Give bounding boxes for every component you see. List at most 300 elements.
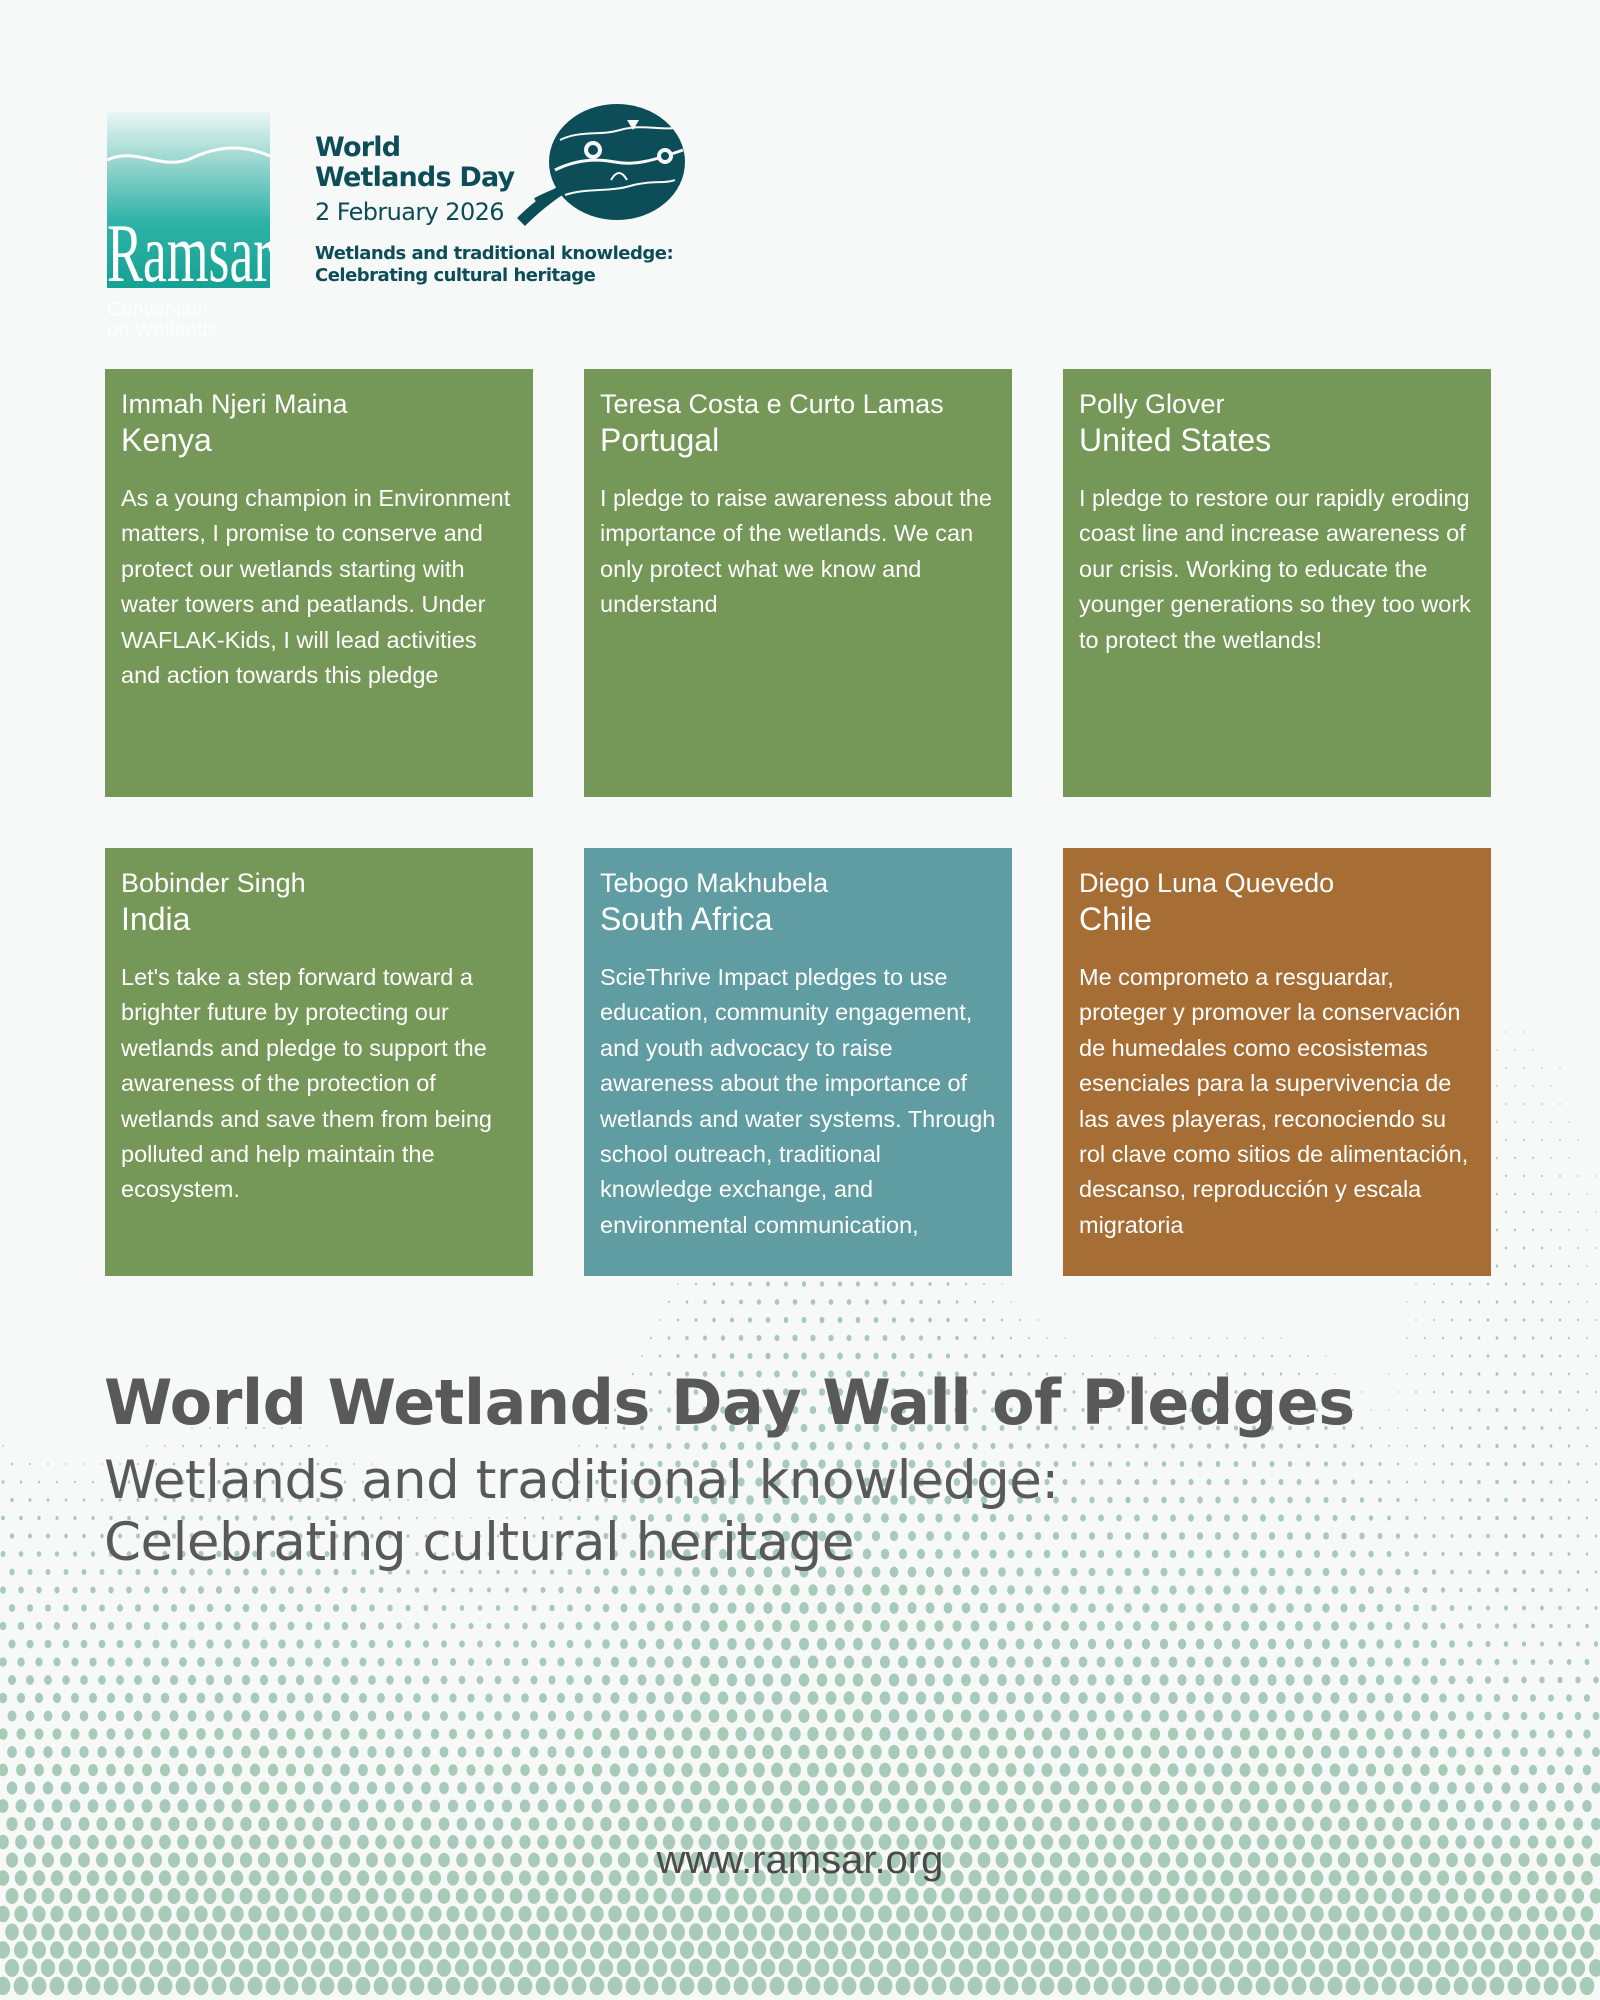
background-dot: [1221, 1799, 1233, 1814]
background-dot: [1487, 1354, 1490, 1357]
background-dot: [1332, 1515, 1337, 1522]
background-dot: [6, 1817, 17, 1831]
background-dot: [1495, 1552, 1499, 1557]
background-dot: [140, 1977, 155, 1995]
background-dot: [1059, 1799, 1071, 1813]
background-dot: [0, 1622, 6, 1630]
background-dot: [953, 1585, 961, 1595]
background-dot: [826, 1584, 835, 1596]
background-dot: [1397, 1463, 1399, 1466]
background-dot: [161, 1657, 169, 1667]
background-dot: [1451, 1426, 1454, 1429]
background-dot: [422, 1676, 429, 1685]
background-dot: [1449, 1676, 1456, 1685]
background-dot: [340, 1728, 349, 1739]
background-dot: [1441, 1587, 1445, 1592]
background-dot: [766, 1282, 770, 1287]
background-dot: [1310, 1941, 1324, 1959]
background-dot: [279, 1604, 286, 1612]
background-dot: [1006, 1656, 1015, 1667]
background-dot: [60, 1817, 71, 1831]
background-dot: [224, 1639, 231, 1648]
background-dot: [259, 1781, 270, 1794]
background-dot: [305, 1657, 313, 1667]
background-dot: [1465, 1817, 1476, 1830]
pledge-text: ScieThrive Impact pledges to use education, community engagement, and youth advocacy to raise awareness about the importance of wetlands and water systems. Through school outreach, traditional knowledge exchange, and environmental communication,: [600, 964, 996, 1238]
background-dot: [889, 1602, 898, 1614]
background-dot: [1414, 1569, 1419, 1575]
background-dot: [350, 1711, 359, 1722]
background-dot: [1231, 1674, 1240, 1686]
background-dot: [1550, 1337, 1552, 1340]
background-dot: [1337, 1959, 1351, 1977]
background-dot: [1168, 1763, 1179, 1777]
background-dot: [870, 1780, 882, 1795]
background-dot: [1451, 1283, 1453, 1285]
background-dot: [484, 1764, 493, 1776]
background-dot: [180, 1586, 186, 1593]
background-dot: [806, 1977, 821, 1996]
background-dot: [495, 1676, 502, 1685]
background-dot: [1429, 1746, 1438, 1758]
background-dot: [249, 1799, 260, 1813]
background-dot: [269, 1622, 276, 1631]
background-dot: [1226, 1337, 1228, 1339]
background-dot: [1505, 1247, 1507, 1250]
background-dot: [1005, 1799, 1017, 1814]
background-dot: [1222, 1728, 1232, 1741]
background-dot: [629, 1621, 637, 1631]
pledge-name: Teresa Costa e Curto Lamas: [600, 389, 944, 419]
background-dot: [1187, 1656, 1196, 1667]
background-dot: [1528, 1800, 1537, 1812]
background-dot: [1531, 1516, 1534, 1520]
background-dot: [1512, 1694, 1518, 1702]
background-dot: [1477, 1444, 1480, 1448]
background-dot: [1454, 1941, 1468, 1958]
background-dot: [1097, 1657, 1106, 1668]
background-dot: [1514, 1085, 1516, 1087]
background-dot: [1104, 1781, 1115, 1795]
background-dot: [1493, 1765, 1502, 1776]
background-dot: [522, 1658, 529, 1666]
background-dot: [1133, 1657, 1142, 1668]
background-dot: [1069, 1745, 1080, 1758]
background-dot: [1559, 1103, 1560, 1105]
background-dot: [743, 1923, 757, 1941]
background-dot: [149, 1924, 163, 1941]
background-dot: [1277, 1585, 1284, 1594]
background-dot: [762, 1745, 774, 1759]
background-dot: [952, 1727, 963, 1740]
background-dot: [1553, 1959, 1567, 1977]
background-dot: [1523, 1354, 1526, 1358]
background-dot: [1151, 1585, 1158, 1594]
background-dot: [1196, 1639, 1205, 1650]
background-dot: [1440, 1623, 1445, 1630]
background-dot: [518, 1977, 533, 1995]
background-dot: [946, 1318, 949, 1322]
background-dot: [1130, 1977, 1145, 1995]
background-dot: [331, 1781, 341, 1794]
background-dot: [124, 1728, 133, 1739]
background-dot: [32, 1906, 45, 1922]
background-dot: [1393, 1746, 1403, 1758]
background-dot: [8, 1640, 15, 1649]
background-dot: [1545, 1906, 1558, 1922]
background-dot: [10, 1533, 14, 1538]
background-dot: [852, 1745, 864, 1759]
background-dot: [997, 1710, 1007, 1723]
background-dot: [1496, 1300, 1499, 1303]
background-dot: [1585, 1624, 1589, 1629]
background-dot: [106, 1799, 117, 1812]
background-dot: [117, 1604, 123, 1611]
world-wetlands-day-logo: [315, 100, 695, 300]
background-dot: [251, 1657, 259, 1667]
background-dot: [383, 1959, 397, 1977]
background-dot: [666, 1443, 671, 1449]
background-dot: [575, 1657, 583, 1667]
background-dot: [925, 1602, 934, 1613]
background-dot: [1024, 1728, 1034, 1741]
background-dot: [1577, 1247, 1579, 1249]
background-dot: [1220, 1906, 1234, 1923]
background-dot: [1505, 1318, 1508, 1321]
background-dot: [424, 1605, 429, 1611]
background-dot: [843, 1727, 854, 1741]
background-dot: [70, 1799, 81, 1812]
background-dot: [1571, 1924, 1584, 1940]
background-dot: [745, 1602, 754, 1614]
background-dot: [924, 1816, 936, 1832]
background-dot: [306, 1586, 312, 1593]
background-dot: [1513, 1659, 1518, 1665]
background-dot: [1347, 1799, 1358, 1813]
background-dot: [691, 1674, 701, 1686]
background-dot: [1513, 1480, 1516, 1484]
background-dot: [1329, 1799, 1340, 1813]
background-dot: [1158, 1781, 1169, 1795]
background-dot: [1078, 1692, 1087, 1704]
background-dot: [536, 1941, 550, 1958]
pledge-name: Tebogo Makhubela: [600, 868, 829, 898]
background-dot: [1522, 1641, 1526, 1646]
background-dot: [1114, 1728, 1124, 1741]
background-dot: [1143, 1568, 1150, 1577]
background-dot: [961, 1709, 971, 1722]
background-dot: [870, 1745, 882, 1759]
background-dot: [1392, 1817, 1403, 1831]
background-dot: [1355, 1959, 1369, 1977]
background-dot: [23, 1959, 37, 1977]
background-dot: [430, 1800, 440, 1813]
background-dot: [1522, 1426, 1525, 1430]
background-dot: [446, 1941, 460, 1958]
background-dot: [663, 1763, 674, 1777]
pledge-country: India: [121, 901, 191, 937]
background-dot: [251, 1693, 260, 1704]
background-dot: [1303, 1745, 1313, 1758]
background-dot: [1143, 1497, 1148, 1504]
background-dot: [1123, 1745, 1133, 1758]
background-dot: [891, 1353, 896, 1359]
background-dot: [594, 1586, 600, 1594]
background-dot: [133, 1746, 143, 1758]
background-dot: [1356, 1817, 1368, 1831]
background-dot: [162, 1622, 169, 1630]
background-dot: [1352, 1444, 1355, 1448]
background-dot: [1085, 1959, 1099, 1977]
background-dot: [194, 1941, 208, 1959]
background-dot: [753, 1727, 764, 1741]
background-dot: [1284, 1781, 1295, 1795]
background-dot: [995, 1959, 1009, 1977]
background-dot: [44, 1711, 53, 1722]
background-dot: [1320, 1817, 1332, 1832]
background-dot: [1285, 1745, 1296, 1758]
background-dot: [1531, 1588, 1535, 1593]
background-dot: [239, 1959, 253, 1977]
background-dot: [700, 1620, 709, 1631]
background-dot: [324, 1622, 331, 1630]
background-dot: [1563, 1906, 1576, 1922]
background-dot: [701, 1585, 710, 1596]
background-dot: [1486, 1498, 1489, 1502]
background-dot: [1292, 1906, 1305, 1923]
background-dot: [50, 1977, 65, 1995]
pledge-text: As a young champion in Environment matters, I promise to conserve and protect our wetlands starting with water towers and peatlands. Under WAFLAK-Kids, I will lead activities and action towards this pledge: [121, 485, 511, 689]
background-dot: [403, 1782, 413, 1795]
background-dot: [915, 1763, 927, 1777]
background-dot: [1223, 1621, 1231, 1631]
background-dot: [1394, 1710, 1403, 1721]
background-dot: [747, 1353, 752, 1359]
background-dot: [1395, 1604, 1401, 1612]
background-dot: [1585, 1659, 1590, 1665]
background-dot: [1496, 1085, 1498, 1087]
background-dot: [1313, 1621, 1321, 1631]
background-dot: [1564, 1800, 1573, 1812]
background-dot: [79, 1782, 89, 1795]
background-dot: [466, 1800, 476, 1813]
background-dot: [620, 1639, 628, 1649]
background-dot: [1189, 1443, 1193, 1448]
background-dot: [206, 1639, 213, 1648]
background-dot: [1061, 1621, 1069, 1631]
background-dot: [1088, 1603, 1096, 1613]
background-dot: [1313, 1586, 1320, 1595]
background-dot: [1586, 1517, 1588, 1520]
background-dot: [1510, 1800, 1520, 1812]
background-dot: [1135, 1479, 1140, 1485]
background-dot: [1451, 1534, 1454, 1538]
background-dot: [998, 1638, 1007, 1649]
background-dot: [1266, 1817, 1278, 1832]
background-dot: [1595, 1535, 1597, 1538]
background-dot: [1494, 1659, 1499, 1666]
background-dot: [176, 1977, 191, 1995]
background-dot: [1208, 1337, 1210, 1339]
background-dot: [1278, 1550, 1285, 1558]
background-dot: [484, 1800, 494, 1813]
background-dot: [428, 1941, 442, 1958]
background-dot: [1433, 1427, 1435, 1430]
background-dot: [236, 1445, 238, 1448]
background-dot: [52, 1764, 62, 1776]
background-dot: [322, 1799, 333, 1813]
background-dot: [530, 1676, 537, 1685]
background-dot: [1224, 1550, 1231, 1558]
background-dot: [1595, 1391, 1597, 1393]
background-dot: [566, 1675, 574, 1685]
background-dot: [1106, 1639, 1114, 1649]
background-dot: [933, 1763, 944, 1777]
background-dot: [496, 1605, 501, 1611]
background-dot: [415, 1587, 419, 1593]
background-dot: [438, 1888, 451, 1904]
background-dot: [1260, 1550, 1267, 1558]
background-dot: [222, 1817, 233, 1831]
background-dot: [1522, 1605, 1526, 1610]
background-dot: [1424, 1301, 1426, 1303]
background-dot: [1559, 1390, 1562, 1393]
background-dot: [1445, 1924, 1458, 1941]
background-dot: [386, 1711, 394, 1721]
background-dot: [1581, 1906, 1594, 1922]
background-dot: [302, 1906, 315, 1923]
background-dot: [1127, 1355, 1129, 1357]
website-link[interactable]: www.ramsar.org: [656, 1838, 944, 1882]
background-dot: [653, 1959, 667, 1977]
background-dot: [277, 1781, 288, 1794]
background-dot: [1586, 1301, 1588, 1303]
background-dot: [1268, 1639, 1277, 1650]
background-dot: [1397, 1427, 1398, 1429]
background-dot: [1186, 1692, 1196, 1704]
background-dot: [676, 1354, 679, 1358]
background-dot: [54, 1622, 60, 1630]
background-dot: [1161, 1497, 1166, 1504]
background-dot: [1170, 1550, 1177, 1558]
background-dot: [781, 1638, 791, 1651]
background-dot: [431, 1729, 439, 1739]
background-dot: [788, 1977, 803, 1996]
background-dot: [695, 1318, 698, 1322]
background-dot: [1338, 1817, 1350, 1832]
background-dot: [1447, 1782, 1457, 1794]
background-dot: [928, 1318, 932, 1323]
background-dot: [374, 1977, 389, 1995]
background-dot: [222, 1888, 235, 1904]
background-dot: [1214, 1568, 1221, 1577]
background-dot: [1526, 1977, 1541, 1995]
background-dot: [1459, 1480, 1462, 1484]
background-dot: [1235, 1355, 1237, 1358]
background-dot: [1433, 1499, 1435, 1502]
background-dot: [810, 1335, 815, 1342]
background-dot: [837, 1353, 843, 1360]
background-dot: [1238, 1941, 1252, 1959]
background-dot: [583, 1781, 594, 1794]
background-dot: [941, 1888, 954, 1905]
background-dot: [744, 1816, 757, 1832]
background-dot: [1513, 1444, 1516, 1448]
background-dot: [1022, 1941, 1036, 1959]
background-dot: [977, 1959, 991, 1977]
background-dot: [440, 1711, 448, 1721]
background-dot: [1400, 1977, 1415, 1995]
background-dot: [1550, 1372, 1553, 1375]
background-dot: [1304, 1603, 1312, 1613]
background-dot: [1477, 1480, 1480, 1484]
background-dot: [901, 1335, 906, 1341]
background-dot: [608, 1941, 622, 1959]
background-dot: [734, 1905, 748, 1922]
background-dot: [1505, 1067, 1506, 1069]
background-dot: [1355, 1923, 1369, 1940]
background-dot: [1099, 1479, 1104, 1485]
background-dot: [511, 1782, 521, 1794]
background-dot: [1541, 1318, 1544, 1321]
background-dot: [1070, 1603, 1078, 1613]
background-dot: [1559, 1139, 1561, 1141]
background-dot: [1486, 1534, 1490, 1539]
background-dot: [775, 1299, 780, 1305]
background-dot: [1159, 1710, 1169, 1722]
background-dot: [880, 1584, 889, 1595]
background-dot: [855, 1353, 860, 1360]
background-dot: [1373, 1923, 1387, 1940]
background-dot: [14, 1977, 29, 1995]
background-dot: [1514, 1049, 1515, 1051]
background-dot: [522, 1622, 528, 1629]
background-dot: [458, 1747, 467, 1758]
background-dot: [485, 1693, 492, 1702]
background-dot: [1320, 1781, 1331, 1795]
background-dot: [505, 1587, 509, 1592]
background-dot: [1158, 1817, 1170, 1832]
background-dot: [718, 1656, 728, 1668]
background-dot: [683, 1620, 692, 1631]
background-dot: [1547, 1730, 1554, 1739]
background-dot: [34, 1728, 43, 1739]
background-dot: [1024, 1763, 1035, 1777]
background-dot: [861, 1798, 873, 1813]
background-dot: [387, 1640, 393, 1648]
background-dot: [970, 1727, 981, 1740]
background-dot: [707, 1888, 720, 1905]
background-dot: [612, 1586, 619, 1594]
background-dot: [1163, 1355, 1165, 1357]
background-dot: [582, 1817, 593, 1831]
background-dot: [509, 1959, 523, 1977]
background-dot: [270, 1586, 276, 1594]
background-dot: [611, 1657, 619, 1667]
background-dot: [1565, 1730, 1572, 1739]
background-dot: [1468, 1498, 1471, 1502]
background-dot: [862, 1656, 872, 1669]
background-dot: [114, 1888, 127, 1904]
pledge-name: Polly Glover: [1079, 389, 1225, 419]
background-dot: [475, 1782, 485, 1794]
background-dot: [1386, 1586, 1392, 1593]
background-dot: [700, 1656, 710, 1668]
background-dot: [1278, 1479, 1283, 1485]
background-dot: [304, 1799, 315, 1813]
background-dot: [1220, 1941, 1234, 1959]
background-dot: [748, 1282, 752, 1287]
